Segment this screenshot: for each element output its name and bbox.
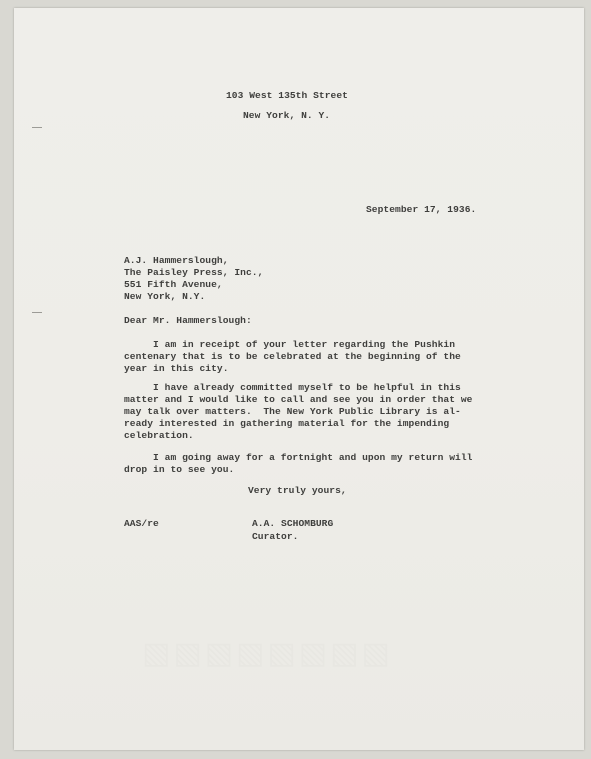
salutation: Dear Mr. Hammerslough: bbox=[124, 315, 252, 326]
paragraph-line: I am in receipt of your letter regarding the Pushkin bbox=[124, 339, 456, 350]
paragraph-line: celebration. bbox=[124, 430, 194, 441]
margin-mark bbox=[32, 312, 42, 313]
paragraph-line: I am going away for a fortnight and upon my return will bbox=[124, 452, 473, 463]
letter-date: September 17, 1936. bbox=[366, 204, 477, 215]
recipient-line: A.J. Hammerslough, bbox=[124, 255, 229, 266]
paragraph-line: I have already committed myself to be helpful in this bbox=[124, 382, 461, 393]
paragraph-line: ready interested in gathering material for the impending bbox=[124, 418, 450, 429]
typist-initials: AAS/re bbox=[124, 518, 159, 529]
paragraph-line: drop in to see you. bbox=[124, 464, 235, 475]
paragraph-line: year in this city. bbox=[124, 363, 229, 374]
address-line: New York, N. Y. bbox=[243, 110, 331, 121]
recipient-line: 551 Fifth Avenue, bbox=[124, 279, 223, 290]
recipient-line: New York, N.Y. bbox=[124, 291, 206, 302]
recipient-line: The Paisley Press, Inc., bbox=[124, 267, 264, 278]
signer-title: Curator. bbox=[252, 531, 299, 542]
paper-watermark: ▧▧▧▧▧▧▧▧ bbox=[142, 636, 393, 671]
closing: Very truly yours, bbox=[248, 485, 347, 496]
letter-page bbox=[14, 8, 584, 750]
margin-mark bbox=[32, 127, 42, 128]
address-line: 103 West 135th Street bbox=[226, 90, 348, 101]
signer-name: A.A. SCHOMBURG bbox=[252, 518, 334, 529]
paragraph-line: matter and I would like to call and see you in order that we bbox=[124, 394, 473, 405]
paragraph-line: centenary that is to be celebrated at the beginning of the bbox=[124, 351, 461, 362]
paragraph-line: may talk over matters. The New York Public Library is al- bbox=[124, 406, 461, 417]
